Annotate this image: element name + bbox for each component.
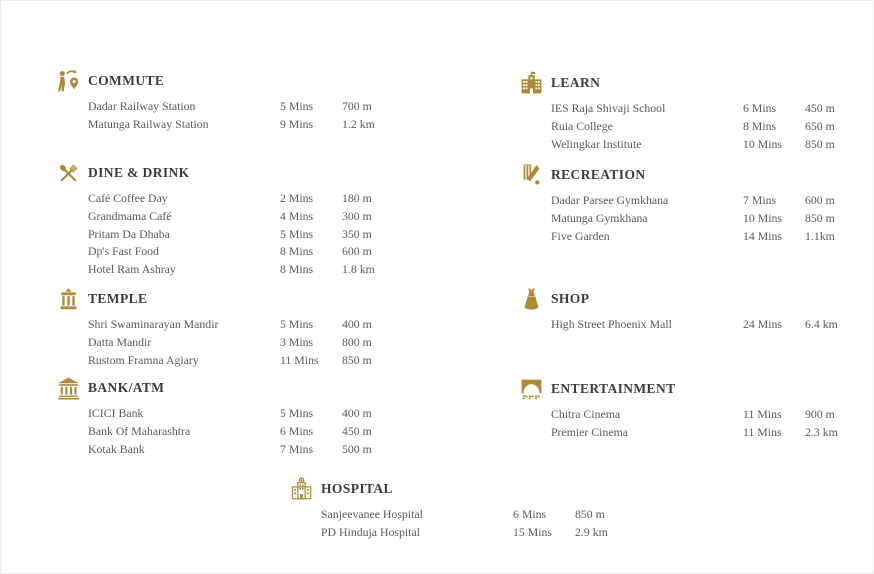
- poi-distance: 1.8 km: [342, 262, 375, 277]
- poi-name: Bank Of Maharashtra: [88, 423, 191, 438]
- section-hospital: [288, 476, 608, 542]
- poi-row: [321, 524, 608, 542]
- poi-name: Hotel Ram Ashray: [88, 262, 176, 277]
- poi-distance: 850 m: [805, 210, 835, 225]
- section-title: HOSPITAL: [321, 481, 393, 496]
- poi-distance: 600 m: [342, 244, 372, 259]
- poi-name: Matunga Gymkhana: [551, 210, 648, 225]
- poi-distance: 300 m: [342, 208, 372, 223]
- poi-list: [88, 190, 375, 279]
- poi-row: [88, 261, 375, 279]
- poi-row: [88, 405, 372, 423]
- section-header: [55, 160, 375, 186]
- poi-name: Datta Mandir: [88, 334, 152, 349]
- poi-distance: 850 m: [805, 136, 835, 151]
- section-header: [55, 68, 375, 94]
- section-bank-atm: [55, 375, 372, 458]
- poi-distance: 180 m: [342, 191, 372, 205]
- poi-distance: 600 m: [805, 193, 835, 207]
- poi-distance: 350 m: [342, 226, 372, 241]
- poi-row: [88, 116, 375, 134]
- poi-row: [551, 210, 835, 228]
- poi-time: 8 Mins: [743, 118, 777, 133]
- poi-distance: 2.9 km: [575, 524, 608, 539]
- poi-row: [88, 423, 372, 441]
- poi-row: [551, 136, 835, 154]
- poi-name: PD Hinduja Hospital: [321, 524, 420, 539]
- section-title: SHOP: [551, 291, 590, 306]
- section-title: BANK/ATM: [88, 380, 165, 395]
- poi-time: 10 Mins: [743, 210, 783, 225]
- poi-name: Dp's Fast Food: [88, 244, 159, 259]
- poi-name: ICICI Bank: [88, 406, 144, 420]
- poi-time: 6 Mins: [513, 507, 547, 521]
- section-shop: [518, 286, 838, 334]
- poi-name: Kotak Bank: [88, 441, 145, 456]
- poi-name: Five Garden: [551, 228, 610, 243]
- entertainment-icon: [518, 376, 544, 402]
- poi-row: [321, 506, 608, 524]
- poi-distance: 400 m: [342, 406, 372, 420]
- poi-list: [551, 100, 835, 153]
- poi-name: Matunga Railway Station: [88, 116, 209, 131]
- poi-distance: 450 m: [805, 101, 835, 115]
- poi-distance: 2.3 km: [805, 424, 838, 439]
- poi-list: [551, 406, 838, 442]
- poi-name: Dadar Railway Station: [88, 99, 196, 113]
- poi-time: 11 Mins: [280, 352, 319, 367]
- poi-name: Premier Cinema: [551, 424, 628, 439]
- dine-icon: [55, 160, 81, 186]
- recreation-icon: [518, 162, 544, 188]
- poi-name: Dadar Parsee Gymkhana: [551, 193, 669, 207]
- poi-time: 6 Mins: [743, 101, 777, 115]
- poi-row: [551, 100, 835, 118]
- poi-name: Sanjeevanee Hospital: [321, 507, 423, 521]
- poi-time: 10 Mins: [743, 136, 783, 151]
- poi-name: High Street Phoenix Mall: [551, 317, 672, 331]
- section-header: [518, 376, 838, 402]
- poi-list: [88, 316, 372, 369]
- poi-distance: 1.1km: [805, 228, 835, 243]
- section-header: [288, 476, 608, 502]
- poi-time: 15 Mins: [513, 524, 553, 539]
- poi-time: 6 Mins: [280, 423, 314, 438]
- poi-row: [551, 424, 838, 442]
- section-header: [55, 286, 372, 312]
- poi-distance: 900 m: [805, 407, 835, 421]
- poi-distance: 1.2 km: [342, 116, 375, 131]
- section-header: [518, 162, 835, 188]
- poi-name: Chitra Cinema: [551, 407, 621, 421]
- poi-time: 5 Mins: [280, 406, 314, 420]
- shop-icon: [518, 286, 544, 312]
- section-title: TEMPLE: [88, 291, 148, 306]
- poi-row: [551, 316, 838, 334]
- poi-distance: 500 m: [342, 441, 372, 456]
- poi-name: Welingkar Institute: [551, 136, 642, 151]
- section-entertainment: [518, 376, 838, 442]
- section-header: [518, 70, 835, 96]
- poi-row: [551, 192, 835, 210]
- poi-row: [88, 98, 375, 116]
- section-commute: [55, 68, 375, 134]
- bank-icon: [55, 375, 81, 401]
- poi-distance: 850 m: [575, 507, 605, 521]
- hospital-icon: [288, 476, 314, 502]
- poi-name: Ruia College: [551, 118, 613, 133]
- poi-time: 5 Mins: [280, 317, 314, 331]
- poi-list: [88, 98, 375, 134]
- section-learn: [518, 70, 835, 153]
- section-recreation: [518, 162, 835, 245]
- section-title: RECREATION: [551, 167, 646, 182]
- poi-time: 5 Mins: [280, 226, 314, 241]
- poi-distance: 6.4 km: [805, 317, 838, 331]
- poi-name: Pritam Da Dhaba: [88, 226, 170, 241]
- poi-time: 5 Mins: [280, 99, 314, 113]
- poi-list: [321, 506, 608, 542]
- poi-time: 9 Mins: [280, 116, 314, 131]
- poi-row: [88, 334, 372, 352]
- poi-list: [551, 192, 835, 245]
- poi-list: [88, 405, 372, 458]
- poi-name: Shri Swaminarayan Mandir: [88, 317, 219, 331]
- poi-time: 7 Mins: [743, 193, 777, 207]
- poi-time: 2 Mins: [280, 191, 314, 205]
- section-title: ENTERTAINMENT: [551, 381, 676, 396]
- poi-time: 4 Mins: [280, 208, 314, 223]
- poi-list: [551, 316, 838, 334]
- section-title: COMMUTE: [88, 73, 165, 88]
- poi-row: [88, 352, 372, 370]
- section-header: [518, 286, 838, 312]
- poi-time: 24 Mins: [743, 317, 783, 331]
- poi-row: [551, 406, 838, 424]
- commute-icon: [55, 68, 81, 94]
- poi-row: [88, 316, 372, 334]
- poi-time: 3 Mins: [280, 334, 314, 349]
- poi-row: [88, 190, 375, 208]
- poi-row: [88, 208, 375, 226]
- poi-row: [551, 118, 835, 136]
- learn-icon: [518, 70, 544, 96]
- poi-name: IES Raja Shivaji School: [551, 101, 666, 115]
- poi-distance: 700 m: [342, 99, 372, 113]
- section-dine-drink: [55, 160, 375, 279]
- poi-name: Café Coffee Day: [88, 191, 168, 205]
- section-temple: [55, 286, 372, 369]
- section-title: DINE & DRINK: [88, 165, 190, 180]
- poi-distance: 400 m: [342, 317, 372, 331]
- poi-row: [88, 226, 375, 244]
- poi-time: 11 Mins: [743, 407, 782, 421]
- poi-distance: 800 m: [342, 334, 372, 349]
- poi-distance: 650 m: [805, 118, 835, 133]
- poi-time: 11 Mins: [743, 424, 782, 439]
- section-header: [55, 375, 372, 401]
- poi-time: 14 Mins: [743, 228, 783, 243]
- poi-time: 8 Mins: [280, 262, 314, 277]
- poi-distance: 450 m: [342, 423, 372, 438]
- poi-distance: 850 m: [342, 352, 372, 367]
- temple-icon: [55, 286, 81, 312]
- poi-name: Grandmama Café: [88, 208, 172, 223]
- section-title: LEARN: [551, 75, 601, 90]
- poi-time: 7 Mins: [280, 441, 314, 456]
- poi-row: [88, 441, 372, 459]
- poi-row: [551, 228, 835, 246]
- poi-row: [88, 243, 375, 261]
- poi-time: 8 Mins: [280, 244, 314, 259]
- poi-name: Rustom Framna Agiary: [88, 352, 199, 367]
